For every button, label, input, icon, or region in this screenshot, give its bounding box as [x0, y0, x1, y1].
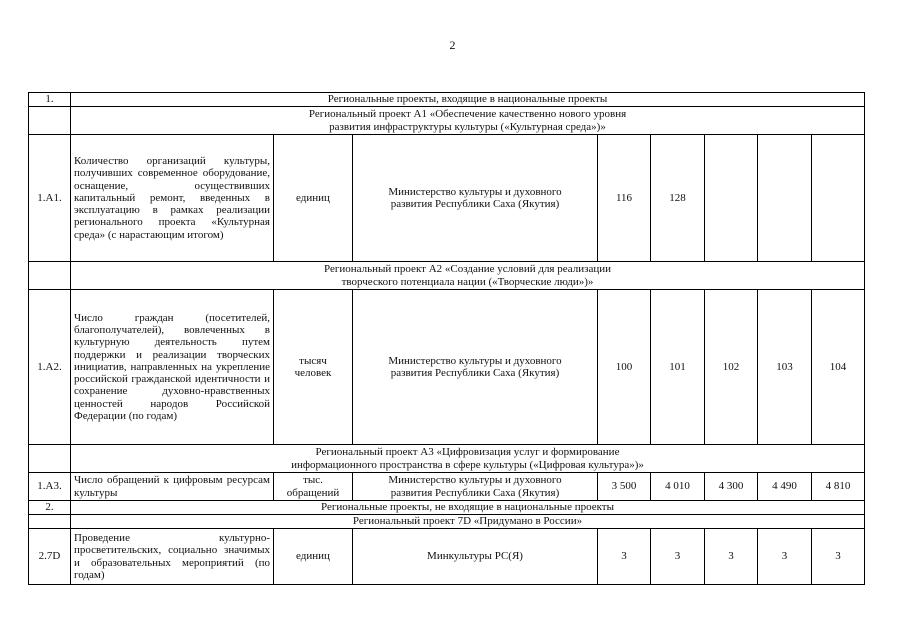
organization-cell	[353, 473, 598, 501]
value-cell: 128	[651, 135, 705, 262]
organization-line: Министерство культуры и духовного	[388, 474, 562, 487]
value-cell: 101	[651, 290, 705, 445]
value-cell: 4 300	[705, 473, 758, 501]
value-cell: 116	[598, 135, 651, 262]
row-id: 1.А3.	[29, 473, 71, 501]
section-row	[29, 93, 865, 107]
unit-cell	[274, 473, 353, 501]
unit-line: единиц	[296, 550, 330, 563]
value-cell: 3	[812, 529, 865, 585]
section-number: 1.	[29, 93, 71, 107]
project-title-line: Региональный проект А1 «Обеспечение качественно нового уровня	[308, 108, 627, 121]
project-title	[71, 107, 865, 135]
value-cell	[758, 135, 812, 262]
value-cell	[812, 135, 865, 262]
organization-line: развития Республики Саха (Якутия)	[390, 198, 560, 210]
project-row	[29, 107, 865, 135]
project-title-line: развития инфраструктуры культуры («Культурная среда»)»	[329, 120, 606, 133]
value-cell: 3	[705, 529, 758, 585]
value-cell: 100	[598, 290, 651, 445]
project-title-line: творческого потенциала нации («Творческие люди»)»	[341, 275, 594, 288]
project-title	[71, 445, 865, 473]
project-row	[29, 262, 865, 290]
value-cell: 4 490	[758, 473, 812, 501]
organization-line: Минкультуры РС(Я)	[427, 550, 523, 563]
section-number: 2.	[29, 501, 71, 515]
organization-line: Министерство культуры и духовного	[388, 185, 562, 198]
section-title: Региональные проекты, входящие в национальные проекты	[71, 93, 865, 107]
table-row	[29, 290, 865, 445]
project-row	[29, 445, 865, 473]
value-cell: 4 010	[651, 473, 705, 501]
unit-cell	[274, 290, 353, 445]
unit-line: единиц	[296, 191, 330, 204]
row-id: 1.А2.	[29, 290, 71, 445]
indicators-table	[28, 92, 865, 585]
project-title: Региональный проект 7D «Придумано в России»	[71, 515, 865, 529]
table-row	[29, 473, 865, 501]
indicator-description: Количество организаций культуры, получивших современное оборудование, оснащение, осуществивших капитальный ремонт, введенных в эксплуатацию в рамках реализации регионального проекта «Культурная среда» (с нарастающим итогом)	[71, 135, 274, 262]
organization-line: развития Республики Саха (Якутия)	[390, 486, 560, 499]
unit-cell	[274, 529, 353, 585]
organization-line: Министерство культуры и духовного	[388, 354, 562, 367]
project-title-line: Региональный проект А3 «Цифровизация услуг и формирование	[315, 446, 620, 459]
project-title-line: Региональный проект А2 «Создание условий для реализации	[324, 263, 612, 276]
value-cell: 4 810	[812, 473, 865, 501]
project-row	[29, 515, 865, 529]
section-title: Региональные проекты, не входящие в национальные проекты	[71, 501, 865, 515]
row-id: 1.А1.	[29, 135, 71, 262]
page-number: 2	[449, 38, 456, 52]
project-title-line: информационного пространства в сфере культуры («Цифровая культура»)»	[291, 458, 644, 471]
organization-cell	[353, 529, 598, 585]
indicator-description: Число обращений к цифровым ресурсам культуры	[71, 473, 274, 501]
value-cell: 3	[598, 529, 651, 585]
value-cell: 3	[758, 529, 812, 585]
value-cell: 102	[705, 290, 758, 445]
table-row	[29, 135, 865, 262]
unit-line: человек	[294, 367, 332, 379]
table-row	[29, 529, 865, 585]
unit-line: обращений	[286, 486, 340, 499]
section-row	[29, 501, 865, 515]
indicator-description: Число граждан (посетителей, благополучателей), вовлеченных в культурную деятельность путем поддержки и реализации творческих инициатив, направленных на укрепление российской гражданской идентичности и сохранение духовно-нравственных ценностей народов Российской Федерации (по годам)	[71, 290, 274, 445]
value-cell: 104	[812, 290, 865, 445]
value-cell: 3 500	[598, 473, 651, 501]
project-title	[71, 262, 865, 290]
indicator-description: Проведение культурно-просветительских, социально значимых и образовательных мероприятий (по годам)	[71, 529, 274, 585]
unit-line: тыс.	[303, 474, 323, 487]
organization-cell	[353, 290, 598, 445]
organization-cell	[353, 135, 598, 262]
value-cell: 3	[651, 529, 705, 585]
organization-line: развития Республики Саха (Якутия)	[390, 367, 560, 379]
unit-cell	[274, 135, 353, 262]
value-cell	[705, 135, 758, 262]
value-cell: 103	[758, 290, 812, 445]
unit-line: тысяч	[299, 354, 327, 367]
row-id: 2.7D	[29, 529, 71, 585]
